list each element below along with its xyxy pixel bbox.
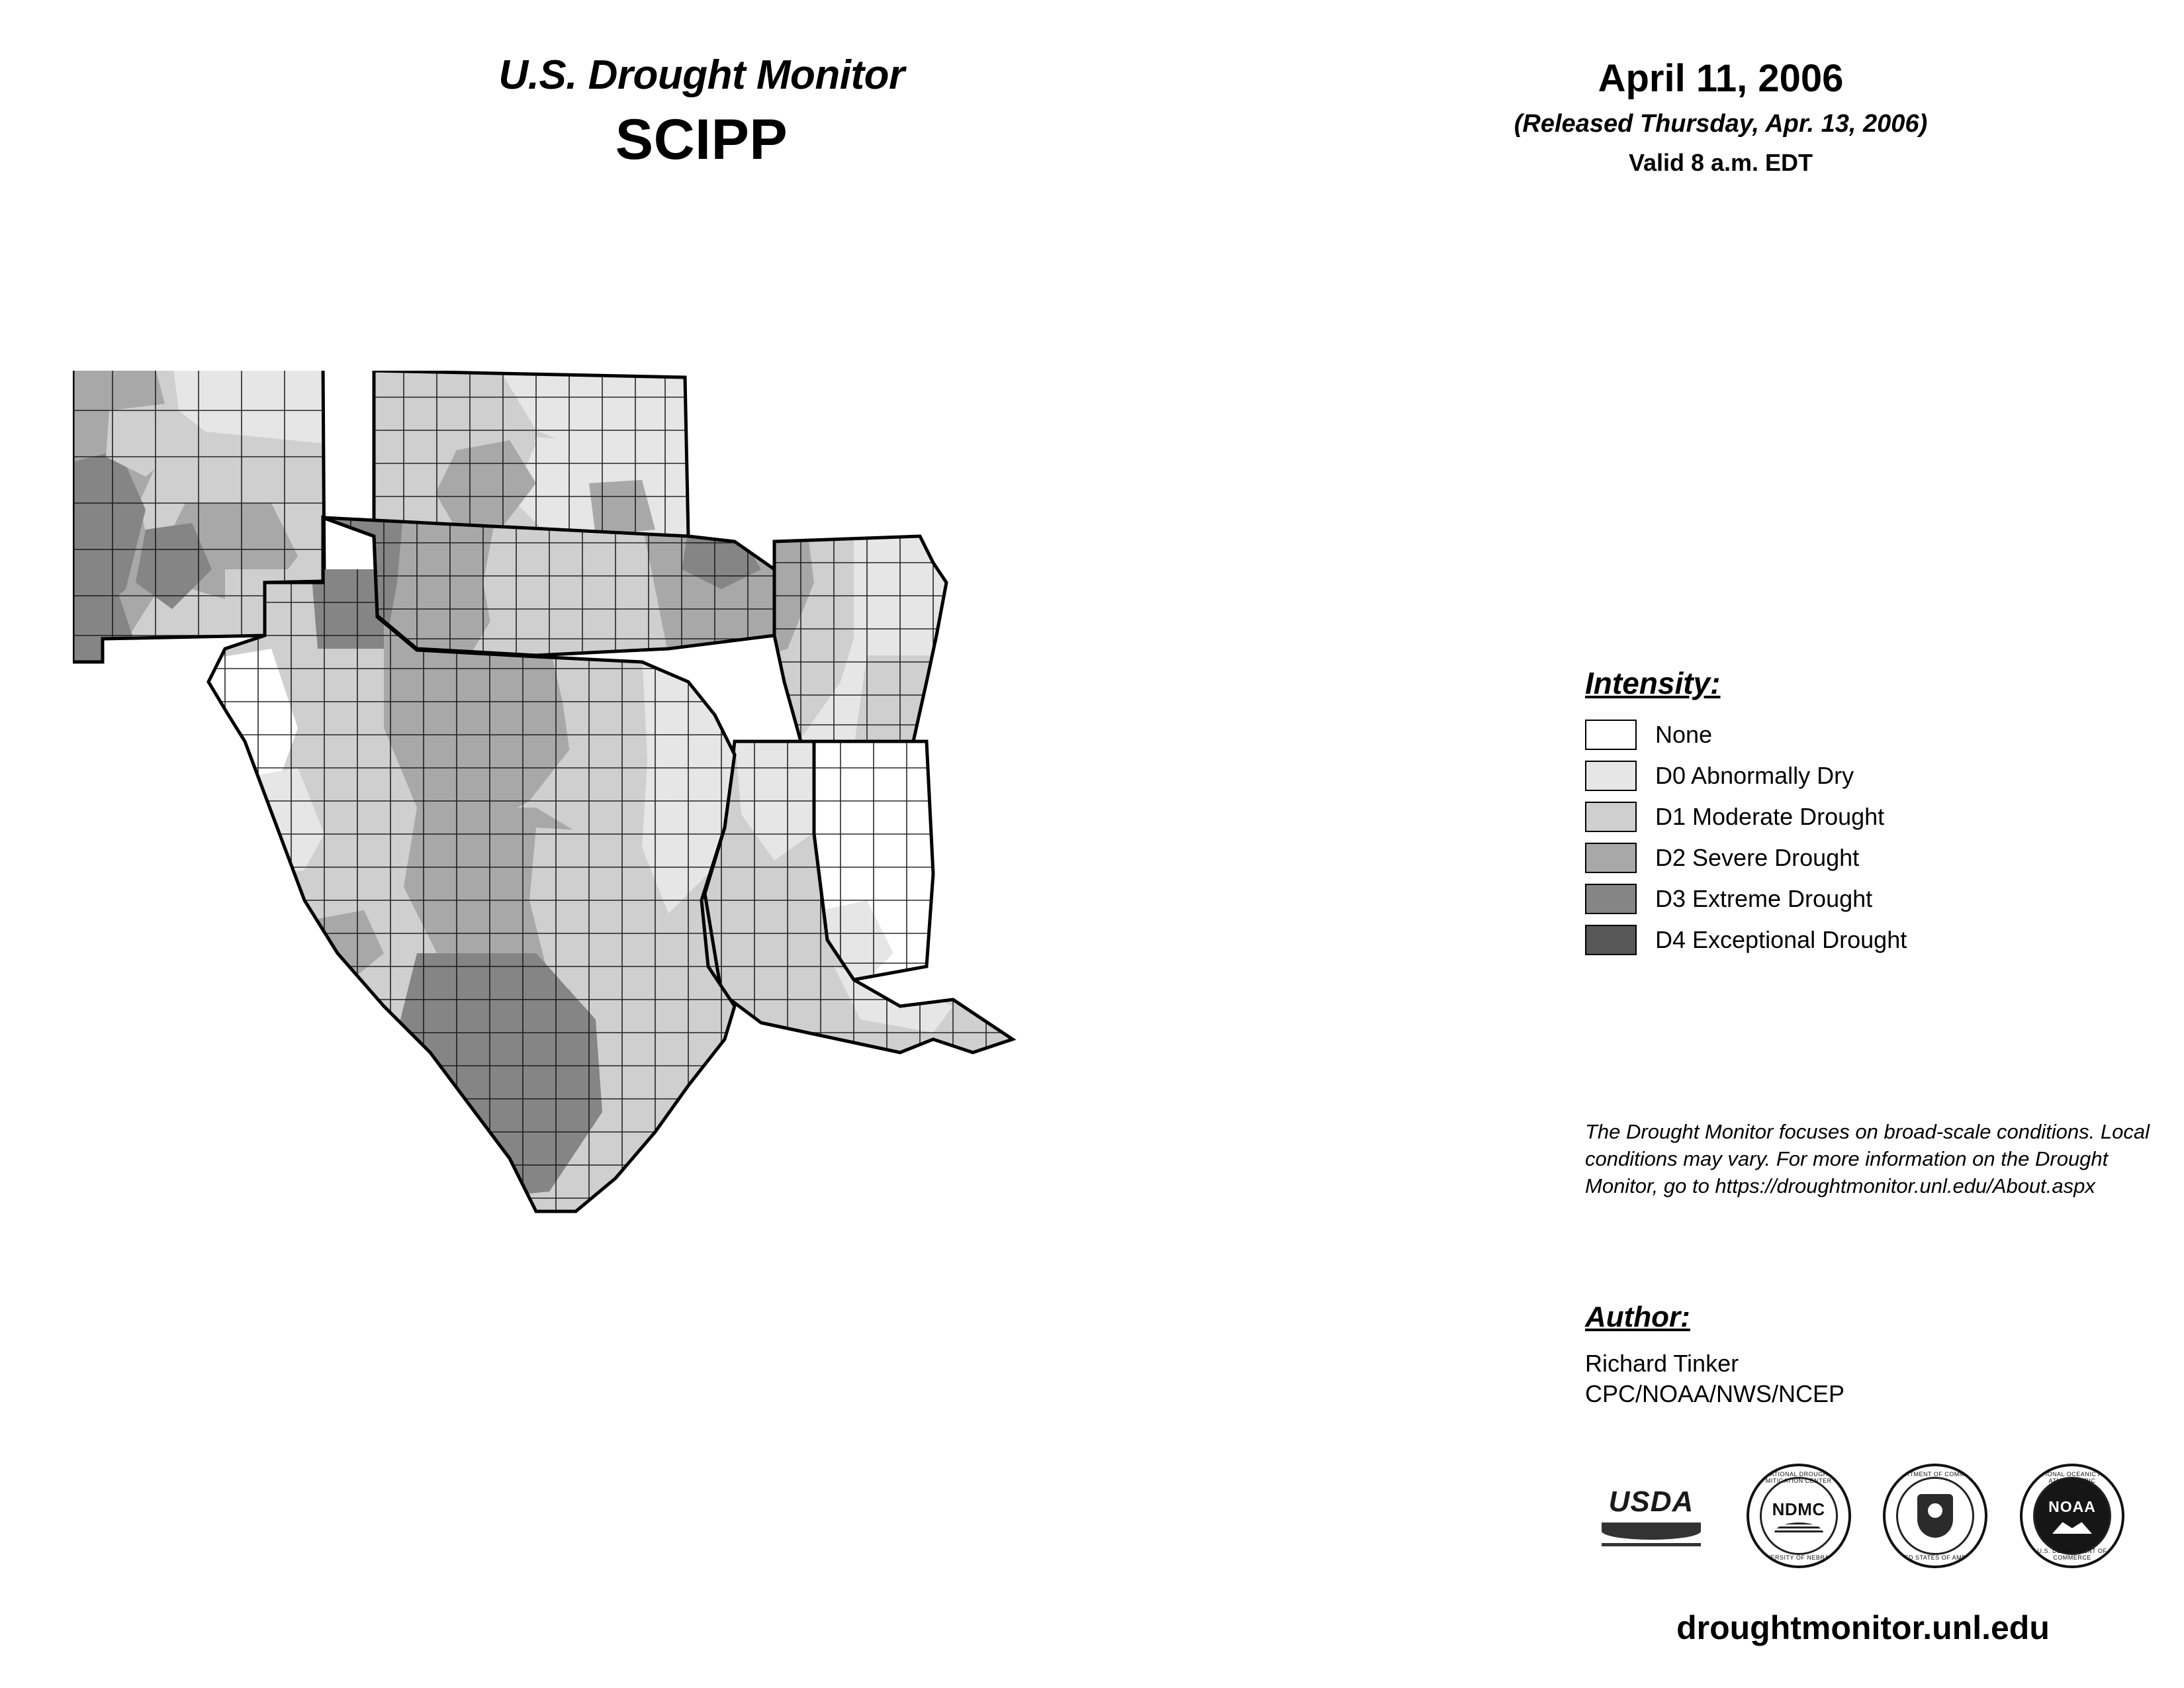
noaa-logo-text: NOAA (2048, 1498, 2096, 1515)
legend (1585, 665, 2088, 961)
noaa-logo (2020, 1464, 2124, 1568)
page-title: U.S. Drought Monitor (498, 52, 905, 98)
ndmc-wave-icon (1774, 1523, 1823, 1533)
page-subtitle: SCIPP (615, 108, 788, 172)
doc-logo (1883, 1464, 1987, 1568)
legend-label-d4: D4 Exceptional Drought (1655, 926, 1907, 953)
legend-label-none: None (1655, 721, 1713, 748)
header-date-block (1443, 56, 1999, 177)
shield-icon (1917, 1494, 1953, 1538)
legend-swatch-none (1585, 720, 1637, 750)
legend-swatch-d0 (1585, 761, 1637, 791)
ndmc-ring-top-text: NATIONAL DROUGHT MITIGATION CENTER (1765, 1471, 1832, 1484)
map-date: April 11, 2006 (1598, 57, 1844, 100)
author-title: Author: (1585, 1301, 1690, 1333)
logo-strip (1588, 1456, 2124, 1575)
usda-swoosh-icon (1602, 1523, 1701, 1540)
map-valid-time: Valid 8 a.m. EDT (1628, 149, 1813, 176)
header-title-block (371, 53, 1032, 173)
usda-rule-icon (1602, 1543, 1701, 1546)
doc-ring-top-text: DEPARTMENT OF COMMERCE (1888, 1471, 1983, 1477)
noaa-logo-inner (2033, 1477, 2111, 1555)
legend-label-d1: D1 Moderate Drought (1655, 803, 1885, 830)
legend-label-d2: D2 Severe Drought (1655, 844, 1860, 871)
ndmc-ring-bottom-text: UNIVERSITY OF NEBRASKA (1754, 1554, 1843, 1561)
doc-logo-inner (1896, 1477, 1974, 1555)
ndmc-logo-text: NDMC (1772, 1499, 1825, 1519)
legend-swatch-d1 (1585, 802, 1637, 832)
legend-item-d3 (1585, 878, 2088, 919)
legend-item-none (1585, 714, 2088, 755)
legend-swatch-d4 (1585, 925, 1637, 955)
noaa-ring-bottom-text: U.S. DEPARTMENT OF COMMERCE (2037, 1548, 2107, 1561)
legend-swatch-d3 (1585, 884, 1637, 914)
seagull-icon (2052, 1519, 2092, 1534)
ndmc-logo (1747, 1464, 1851, 1568)
legend-item-d2 (1585, 837, 2088, 878)
legend-item-d4 (1585, 919, 2088, 961)
usda-logo (1588, 1476, 1714, 1556)
site-url[interactable]: droughtmonitor.unl.edu (1676, 1609, 2050, 1646)
usda-logo-text: USDA (1608, 1485, 1694, 1518)
legend-swatch-d2 (1585, 843, 1637, 873)
legend-item-d0 (1585, 755, 2088, 796)
doc-ring-bottom-text: UNITED STATES OF AMERICA (1889, 1554, 1982, 1561)
ndmc-logo-inner (1760, 1477, 1838, 1555)
map-release-date: (Released Thursday, Apr. 13, 2006) (1514, 110, 1928, 138)
legend-item-d1 (1585, 796, 2088, 837)
author-affiliation: CPC/NOAA/NWS/NCEP (1585, 1380, 1845, 1408)
legend-label-d0: D0 Abnormally Dry (1655, 762, 1854, 789)
drought-map (73, 371, 1482, 1582)
legend-note: The Drought Monitor focuses on broad-scale conditions. Local conditions may vary. For more information on the Drought Monitor, go to https://droughtmonitor.unl.edu/About.aspx (1585, 1120, 2150, 1197)
author-name: Richard Tinker (1585, 1350, 1739, 1377)
map-svg (73, 371, 1482, 1582)
noaa-ring-top-text: NATIONAL OCEANIC AND ATMOSPHERIC (2032, 1471, 2112, 1484)
legend-label-d3: D3 Extreme Drought (1655, 885, 1873, 912)
author-block (1585, 1301, 2115, 1409)
state-arkansas (768, 530, 966, 755)
legend-title: Intensity: (1585, 666, 1721, 700)
